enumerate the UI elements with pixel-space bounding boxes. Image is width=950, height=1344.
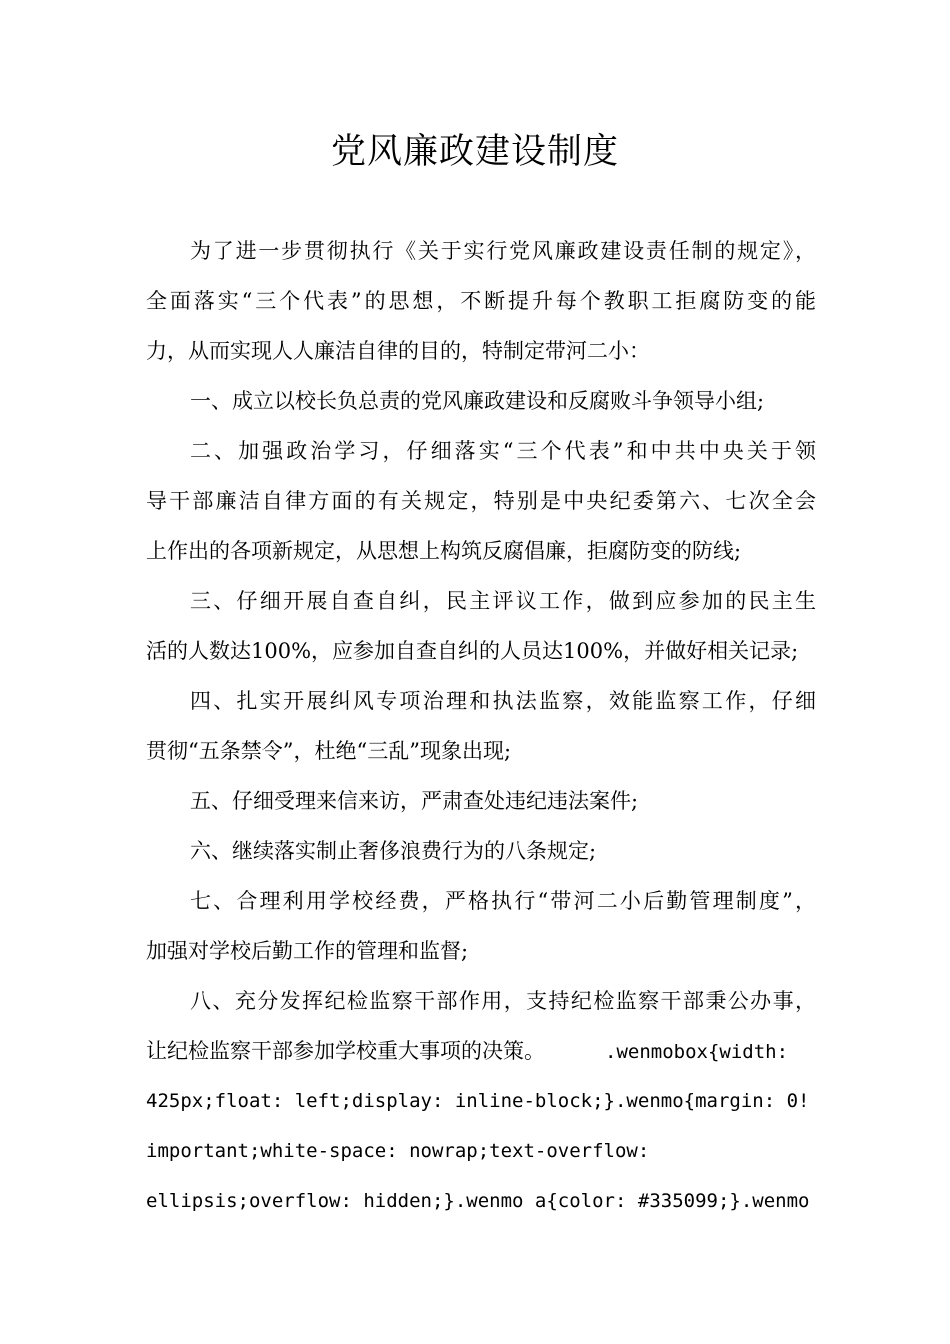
clause-7-line: 加强对学校后勤工作的管理和监督; — [146, 939, 469, 963]
clause-8-line: 八、充分发挥纪检监察干部作用，支持纪检监察干部秉公办事， — [190, 989, 816, 1013]
clause-1-line: 一、成立以校长负总责的党风廉政建设和反腐败斗争领导小组; — [190, 389, 765, 413]
stray-css-text: .wenmobox{width: — [605, 1041, 789, 1063]
clause-4-line: 贯彻“五条禁令”，杜绝“三乱”现象出现; — [146, 739, 512, 763]
clause-2-line: 上作出的各项新规定，从思想上构筑反腐倡廉，拒腐防变的防线; — [146, 539, 742, 563]
stray-css-line: 425px;float: left;display: inline-block;}.wenmo{margin: 0! — [146, 1090, 810, 1112]
paragraph-line: 力，从而实现人人廉洁自律的目的，特制定带河二小： — [146, 339, 650, 363]
document-title: 党风廉政建设制度 — [330, 132, 619, 172]
clause-4-line: 四、扎实开展纠风专项治理和执法监察，效能监察工作，仔细 — [190, 689, 816, 713]
stray-css-line: important;white-space: nowrap;text-overflow: — [146, 1140, 650, 1162]
clause-3-line: 活的人数达100%，应参加自查自纠的人员达100%，并做好相关记录; — [146, 639, 799, 663]
paragraph-line: 为了进一步贯彻执行《关于实行党风廉政建设责任制的规定》， — [190, 239, 816, 263]
clause-2-line: 二、加强政治学习，仔细落实“三个代表”和中共中央关于领 — [190, 439, 816, 463]
clause-8-line — [146, 1036, 816, 1067]
clause-5-line: 五、仔细受理来信来访，严肃查处违纪违法案件; — [190, 789, 639, 813]
clause-7-line: 七、合理利用学校经费，严格执行“带河二小后勤管理制度”， — [190, 889, 816, 913]
clause-6-line: 六、继续落实制止奢侈浪费行为的八条规定; — [190, 839, 597, 863]
paragraph-line: 全面落实“三个代表”的思想，不断提升每个教职工拒腐防变的能 — [146, 289, 816, 313]
stray-css-line: ellipsis;overflow: hidden;}.wenmo a{color: #335099;}.wenmo — [146, 1190, 810, 1212]
clause-2-line: 导干部廉洁自律方面的有关规定，特别是中央纪委第六、七次全会 — [146, 489, 816, 513]
clause-8-text: 让纪检监察干部参加学校重大事项的决策。 — [146, 1039, 545, 1063]
clause-3-line: 三、仔细开展自查自纠，民主评议工作，做到应参加的民主生 — [190, 589, 816, 613]
